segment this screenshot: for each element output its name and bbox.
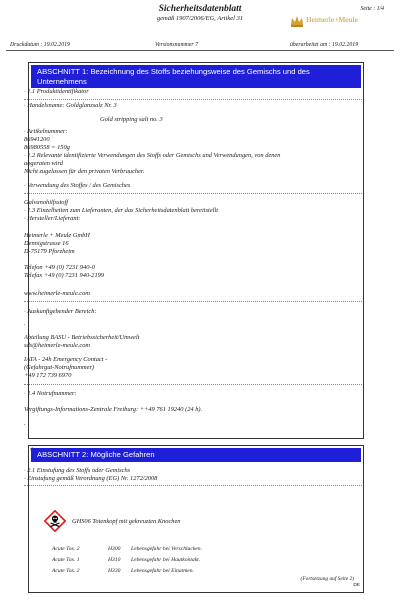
text-line: Nicht zugelassen für den privaten Verbraucher. <box>24 168 145 175</box>
divider <box>24 193 362 194</box>
hazard-statement: Lebensgefahr bei Verschlucken. <box>131 546 202 552</box>
header-divider <box>6 50 394 51</box>
locale-code: DE <box>353 583 360 588</box>
version-number: Versionsnummer 7 <box>155 42 198 48</box>
text-line: IATA - 24h Emergency Contact - <box>24 356 108 363</box>
company-logo <box>290 14 396 28</box>
hazard-code: H330 <box>108 568 121 574</box>
trade-name: · Handelsname: Goldglanzsalz Nr. 3 <box>24 102 117 109</box>
text-line: (Gefahrgut-Notrufnummer) <box>24 364 95 371</box>
contact-email: sds@heimerle-meule.com <box>24 342 91 349</box>
text-line: · Verwendung des Stoffes / des Gemisches <box>24 182 131 189</box>
hazard-statement: Lebensgefahr bei Hautkontakt. <box>131 557 201 563</box>
company-name: Heimerle + Meule GmbH <box>24 232 90 239</box>
text-line: Galvanohilfsstoff <box>24 199 69 206</box>
company-fax: Telefax +49 (0) 7231 940-2199 <box>24 272 105 279</box>
text-line: abgeraten wird <box>24 160 63 167</box>
company-street: Dennigstrasse 16 <box>24 240 69 247</box>
section-2-heading: ABSCHNITT 2: Mögliche Gefahren <box>31 448 361 462</box>
ghs06-skull-crossbones-icon <box>44 510 66 532</box>
hazard-category: Acute Tox. 2 <box>52 568 80 574</box>
article-number: 86980558 = 150g <box>24 144 70 151</box>
text-line: . <box>24 420 26 427</box>
text-line: · 1.4 Notrufnummer: <box>24 390 77 397</box>
hazard-category: Acute Tox. 2 <box>52 546 80 552</box>
divider <box>24 485 362 486</box>
text-line: · 1.3 Einzelheiten zum Lieferanten, der das Sicherheitsdatenblatt bereitstellt <box>24 207 218 214</box>
divider <box>24 99 362 100</box>
text-line: · 1.1 Produktidentifikator <box>24 88 89 95</box>
divider <box>24 384 362 385</box>
text-line: · Artikelnummer: <box>24 128 68 135</box>
text-line: · Einstufung gemäß Verordnung (EG) Nr. 1272/2008 <box>24 475 158 482</box>
text-line: Abteilung BASU - Betriebssicherheit/Umwelt <box>24 334 140 341</box>
text-line: · 2.1 Einstufung des Stoffs oder Gemischs <box>24 467 131 474</box>
divider <box>24 301 362 302</box>
text-line: · Auskunftgebender Bereich: <box>24 308 97 315</box>
page-number: Seite : 1/4 <box>360 6 384 12</box>
revision-date: überarbeitet am : 19.02.2019 <box>290 42 359 48</box>
hazard-code: H310 <box>108 557 121 563</box>
company-phone: Telefon +49 (0) 7231 940-0 <box>24 264 95 271</box>
emergency-phone: +49 172 739 6970 <box>24 372 72 379</box>
company-website: www.heimerle-meule.com <box>24 290 90 297</box>
section-1-heading: ABSCHNITT 1: Bezeichnung des Stoffs beziehungsweise des Gemischs und des Unternehmens <box>31 65 361 88</box>
document-title: Sicherheitsdatenblatt <box>158 4 242 14</box>
poison-center: Vergiftungs-Informations-Zentrale Freiburg: ++49 761 19240 (24 h). <box>24 406 203 413</box>
text-line: · 1.2 Relevante identifizierte Verwendungen des Stoffs oder Gemischs und Verwendungen, von denen <box>24 152 281 159</box>
text-line: · Hersteller/Lieferant: <box>24 215 81 222</box>
section-1 <box>28 62 364 439</box>
article-number: 86941200 <box>24 136 50 143</box>
logo-text: Heimerle+Meule <box>306 15 358 24</box>
text-line: . <box>24 320 26 327</box>
print-date: Druckdatum : 19.02.2019 <box>10 42 70 48</box>
company-city: D-75179 Pforzheim <box>24 248 75 255</box>
continuation-note: (Fortsetzung auf Seite 2) <box>300 576 354 582</box>
hazard-code: H300 <box>108 546 121 552</box>
hazard-statement: Lebensgefahr bei Einatmen. <box>131 568 194 574</box>
ghs-pictogram-label: GHS06 Totenkopf mit gekreuzten Knochen <box>72 518 181 525</box>
hazard-category: Acute Tox. 1 <box>52 557 80 563</box>
document-subtitle: gemäß 1907/2006/EG, Artikel 31 <box>156 15 244 22</box>
crown-icon <box>290 14 304 28</box>
product-name-en: Gold stripping salt no. 3 <box>100 116 163 123</box>
